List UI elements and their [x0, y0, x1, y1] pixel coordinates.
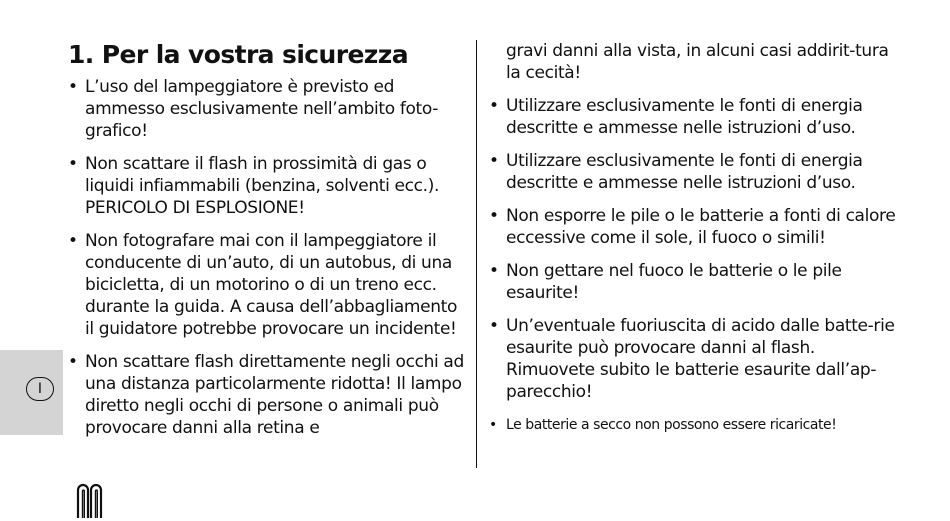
left-column [68, 38, 468, 450]
column-divider [476, 40, 477, 468]
right-column [489, 40, 899, 447]
list-item: • Non gettare nel fuoco le batterie o le pile esaurite! [489, 260, 899, 304]
list-item-continuation: gravi danni alla vista, in alcuni casi addirit-tura la cecità! [506, 41, 889, 83]
language-marker [26, 377, 54, 401]
safety-list-right [489, 95, 899, 436]
warning-symbol-icon [74, 482, 106, 518]
list-item: • L’uso del lampeggiatore è previsto ed ammesso esclusivamente nell’ambito foto-grafico! [68, 76, 468, 142]
list-item: • Non esporre le pile o le batterie a fonti di calore eccessive come il sole, il fuoco o simili! [489, 205, 899, 249]
language-marker-label: I [37, 381, 43, 397]
list-item: • Non fotografare mai con il lampeggiatore il conducente di un’auto, di un autobus, di una bicicletta, di un motorino o di un treno ecc. durante la guida. A causa dell’abbagliamento il guidatore potrebbe provocare un incidente! [68, 230, 468, 340]
list-item: • Utilizzare esclusivamente le fonti di energia descritte e ammesse nelle istruzioni d’uso. [489, 150, 899, 194]
safety-list-left [68, 76, 468, 439]
list-item: • Le batterie a secco non possono essere ricaricate! [489, 414, 899, 436]
list-item: • Non scattare il flash in prossimità di gas o liquidi infiammabili (benzina, solventi ecc.). PERICOLO DI ESPLOSIONE! [68, 153, 468, 219]
list-item: • Un’eventuale fuoriuscita di acido dalle batte-rie esaurite può provocare danni al flash. Rimuovete subito le batterie esaurite dall’ap-parecchio! [489, 315, 899, 403]
section-title: 1. Per la vostra sicurezza [68, 40, 408, 69]
list-item: • Non scattare flash direttamente negli occhi ad una distanza particolarmente ridotta! Il lampo diretto negli occhi di persone o animali può provocare danni alla retina e [68, 351, 468, 439]
list-item: • Utilizzare esclusivamente le fonti di energia descritte e ammesse nelle istruzioni d’uso. [489, 95, 899, 139]
